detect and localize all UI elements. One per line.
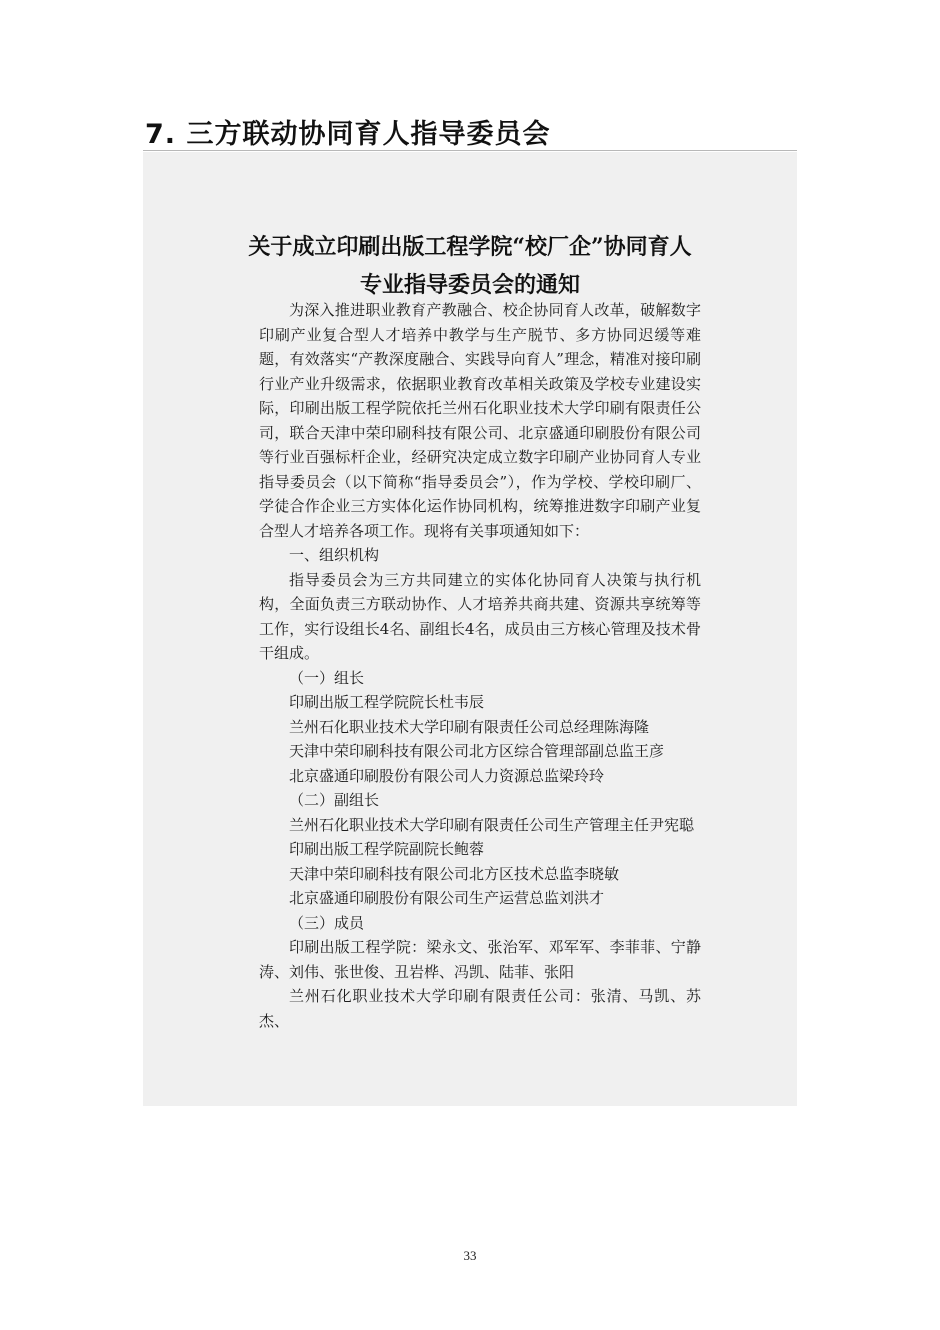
notice-title-line2: 专业指导委员会的通知: [359, 272, 580, 298]
notice-list-item: 印刷出版工程学院副院长鲍蓉: [289, 840, 485, 858]
notice-subheading: （一）组长: [289, 668, 365, 687]
scanned-notice-image: [143, 152, 797, 1106]
notice-subheading: （三）成员: [289, 913, 365, 932]
notice-list-item: 印刷出版工程学院：梁永文、张治军、邓军军、李菲菲、宁静涛、刘伟、张世俊、丑岩桦、冯凯、陆菲、张阳: [259, 938, 701, 981]
page-number: 33: [463, 1248, 477, 1263]
notice-section-heading: 一、组织机构: [289, 546, 380, 564]
notice-subheading: （二）副组长: [289, 791, 380, 809]
section-heading: 7. 三方联动协同育人指导委员会: [145, 119, 551, 150]
notice-body: [259, 298, 701, 1033]
notice-list-item: 北京盛通印刷股份有限公司人力资源总监梁玲玲: [289, 766, 605, 785]
heading-divider: [143, 150, 797, 151]
notice-title-line1: 关于成立印刷出版工程学院“校厂企”协同育人: [248, 234, 692, 260]
notice-paragraph: 指导委员会为三方共同建立的实体化协同育人决策与执行机构，全面负责三方联动协作、人才培养共商共建、资源共享统筹等工作，实行设组长4名、副组长4名，成员由三方核心管理及技术骨干组成。: [259, 570, 701, 662]
notice-list-item: 兰州石化职业技术大学印刷有限责任公司生产管理主任尹宪聪: [289, 815, 695, 834]
notice-paragraph: 为深入推进职业教育产教融合、校企协同育人改革，破解数字印刷产业复合型人才培养中教学与生产脱节、多方协同迟缓等难题，有效落实“产教深度融合、实践导向育人”理念，精准对接印刷行业产业升级需求，依据职业教育改革相关政策及学校专业建设实际，印刷出版工程学院依托兰州石化职业技术大学印刷有限责任公司，联合天津中荣印刷科技有限公司、北京盛通印刷股份有限公司等行业百强标杆企业，经研究决定成立数字印刷产业协同育人专业指导委员会（以下简称“指导委员会”），作为学校、学校印刷厂、学徒合作企业三方实体化运作协同机构，统筹推进数字印刷产业复合型人才培养各项工作。现将有关事项通知如下：: [259, 301, 701, 540]
notice-list-item: 兰州石化职业技术大学印刷有限责任公司总经理陈海隆: [289, 717, 650, 736]
notice-list-item: 北京盛通印刷股份有限公司生产运营总监刘洪才: [289, 889, 605, 907]
notice-list-item: 兰州石化职业技术大学印刷有限责任公司：张清、马凯、苏杰、: [259, 987, 701, 1030]
notice-list-item: 印刷出版工程学院院长杜韦辰: [289, 693, 485, 711]
notice-list-item: 天津中荣印刷科技有限公司北方区技术总监李晓敏: [289, 864, 620, 883]
notice-list-item: 天津中荣印刷科技有限公司北方区综合管理部副总监王彦: [289, 742, 665, 760]
